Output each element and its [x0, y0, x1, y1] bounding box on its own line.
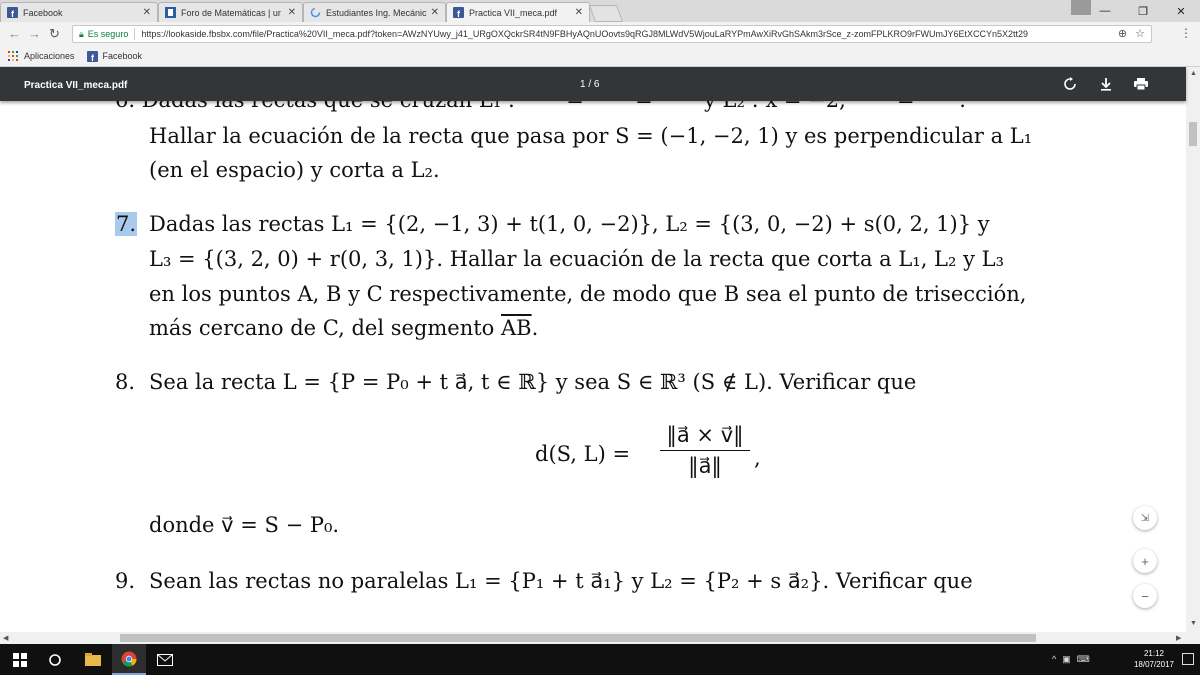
- tab-label: Foro de Matemáticas | ur: [181, 7, 281, 18]
- back-icon[interactable]: ←: [8, 26, 21, 41]
- formula-comma: ,: [754, 446, 761, 470]
- tab-facebook[interactable]: [0, 2, 158, 22]
- exercise-6-line-3: (en el espacio) y corta a L₂.: [149, 158, 440, 182]
- fraction-numerator: ‖a⃗ × v⃗‖: [666, 423, 744, 447]
- fraction-denominator: ‖a⃗‖: [688, 454, 722, 478]
- clock-time: 21:12: [1143, 649, 1164, 658]
- exercise-9-number: 9.: [115, 569, 136, 593]
- distance-formula-lhs: d(S, L) =: [535, 442, 631, 466]
- mail-icon[interactable]: [148, 644, 182, 675]
- zoom-in-button[interactable]: +: [1133, 549, 1157, 573]
- facebook-icon: [87, 51, 98, 62]
- clock-date: 18/07/2017: [1133, 660, 1174, 669]
- print-icon[interactable]: [1133, 77, 1149, 91]
- close-window-icon[interactable]: ✕: [1176, 5, 1186, 18]
- page-indicator[interactable]: 1 / 6: [580, 79, 600, 90]
- pdf-toolbar: [0, 67, 1186, 101]
- zoom-out-button[interactable]: −: [1133, 584, 1157, 608]
- lock-icon: 🔒︎: [79, 28, 84, 39]
- forward-icon[interactable]: →: [28, 26, 41, 41]
- facebook-icon: [7, 7, 18, 18]
- pdf-filename: Practica VII_meca.pdf: [24, 80, 128, 91]
- exercise-7-line-3: en los puntos A, B y C respectivamente, de modo que B sea el punto de trisección,: [149, 282, 1027, 306]
- exercise-8-line-2: donde v⃗ = S − P₀.: [149, 513, 340, 537]
- chrome-icon[interactable]: [112, 644, 146, 675]
- apps-grid-icon: [8, 51, 18, 61]
- minimize-icon[interactable]: —: [1099, 5, 1111, 17]
- horizontal-scrollbar[interactable]: [0, 632, 1200, 644]
- exercise-7-line-2: L₃ = {(3, 2, 0) + r(0, 3, 1)}. Hallar la ecuación de la recta que corta a L₁, L₂ y L₃: [149, 247, 1004, 271]
- distance-formula-fraction: [660, 423, 750, 478]
- zoom-icon[interactable]: ⊕: [1117, 28, 1128, 40]
- secure-indicator[interactable]: 🔒︎ Es seguro: [79, 28, 129, 39]
- menu-icon[interactable]: ⋮: [1180, 26, 1192, 40]
- reload-icon[interactable]: ↻: [49, 26, 60, 41]
- exercise-7-number: [115, 212, 137, 236]
- taskbar: [0, 644, 1200, 675]
- star-icon[interactable]: ☆: [1135, 28, 1145, 40]
- url-input[interactable]: [72, 25, 1152, 43]
- clock[interactable]: [1134, 648, 1174, 670]
- facebook-icon: [453, 7, 464, 18]
- system-tray: [1052, 654, 1090, 665]
- bookmark-facebook[interactable]: f Facebook: [87, 51, 143, 62]
- tab-label: Practica VII_meca.pdf: [469, 7, 558, 18]
- cortana-icon[interactable]: [38, 644, 72, 675]
- highlighted-number: 7.: [116, 212, 137, 236]
- tab-foro[interactable]: [158, 2, 303, 22]
- scroll-thumb[interactable]: [1189, 122, 1197, 146]
- scroll-thumb[interactable]: [120, 634, 1036, 642]
- divider: [134, 28, 135, 40]
- restore-icon[interactable]: ❐: [1138, 5, 1148, 18]
- bookmark-apps[interactable]: Aplicaciones: [8, 51, 75, 61]
- download-icon[interactable]: [1098, 77, 1114, 91]
- svg-text:f: f: [457, 9, 460, 19]
- close-icon[interactable]: ✕: [142, 7, 151, 18]
- window-controls: [1086, 0, 1200, 22]
- file-explorer-icon[interactable]: [76, 644, 110, 675]
- scroll-up-icon[interactable]: ▲: [1190, 70, 1197, 77]
- tab-practica[interactable]: [446, 2, 590, 22]
- close-icon[interactable]: ✕: [287, 7, 296, 18]
- fit-page-button[interactable]: ⇲: [1133, 506, 1157, 530]
- close-icon[interactable]: ✕: [430, 7, 439, 18]
- scroll-right-icon[interactable]: ▶: [1176, 635, 1182, 642]
- url-text: https://lookaside.fbsbx.com/file/Practica%20VII_meca.pdf?token=AWzNYUwy_j41_URgOXQckrSR4tN9FBHyAQnUOovts9qRGJ8MLWdV5WjouLaRYPmAwXiRvGhSAkm3rSce_z-zomFPLKRO9rFWUmJY6EtXCCYn5X2tt29: [141, 29, 1029, 39]
- exercise-7-line-1: Dadas las rectas L₁ = {(2, −1, 3) + t(1, 0, −2)}, L₂ = {(3, 0, −2) + s(0, 2, 1)} y: [149, 212, 990, 236]
- tab-strip: [0, 0, 1200, 22]
- svg-text:f: f: [90, 52, 94, 63]
- loading-icon: [310, 7, 321, 18]
- notification-icon[interactable]: [1182, 653, 1194, 665]
- exercise-8-line-1: Sea la recta L = {P = P₀ + t a⃗, t ∈ ℝ} y sea S ∈ ℝ³ (S ∉ L). Verificar que: [149, 370, 917, 394]
- tab-estudiantes[interactable]: [303, 2, 446, 22]
- omnibox-actions: [1118, 27, 1145, 40]
- tab-label: Facebook: [23, 7, 63, 18]
- new-tab-button[interactable]: [589, 5, 623, 22]
- svg-text:f: f: [11, 9, 14, 19]
- segment-ab: $\overline{AB}$: [501, 316, 532, 340]
- scroll-down-icon[interactable]: ▼: [1190, 620, 1197, 627]
- chevron-up-icon[interactable]: ^: [1052, 654, 1057, 664]
- keyboard-icon[interactable]: ⌨: [1076, 654, 1090, 664]
- vertical-scrollbar[interactable]: [1186, 67, 1200, 632]
- scroll-left-icon[interactable]: ◀: [3, 635, 9, 642]
- bookmarks-bar: [0, 46, 1200, 67]
- address-bar: [0, 22, 1200, 46]
- close-icon[interactable]: ✕: [574, 7, 583, 18]
- exercise-6-line-2: Hallar la ecuación de la recta que pasa por S = (−1, −2, 1) y es perpendicular a L₁: [149, 124, 1033, 148]
- rotate-icon[interactable]: [1062, 77, 1078, 91]
- windows-start-icon[interactable]: [3, 644, 37, 675]
- exercise-7-line-4: más cercano de C, del segmento $\overline{AB}$.: [149, 316, 539, 340]
- network-icon[interactable]: ▣: [1062, 654, 1071, 664]
- fraction-bar: [660, 450, 750, 451]
- pdf-page: [0, 101, 1186, 632]
- exercise-9-line-1: Sean las rectas no paralelas L₁ = {P₁ + t a⃗₁} y L₂ = {P₂ + s a⃗₂}. Verificar que: [149, 569, 973, 593]
- forum-icon: [165, 7, 176, 18]
- tab-label: Estudiantes Ing. Mecánic: [326, 7, 427, 18]
- exercise-8-number: 8.: [115, 370, 136, 394]
